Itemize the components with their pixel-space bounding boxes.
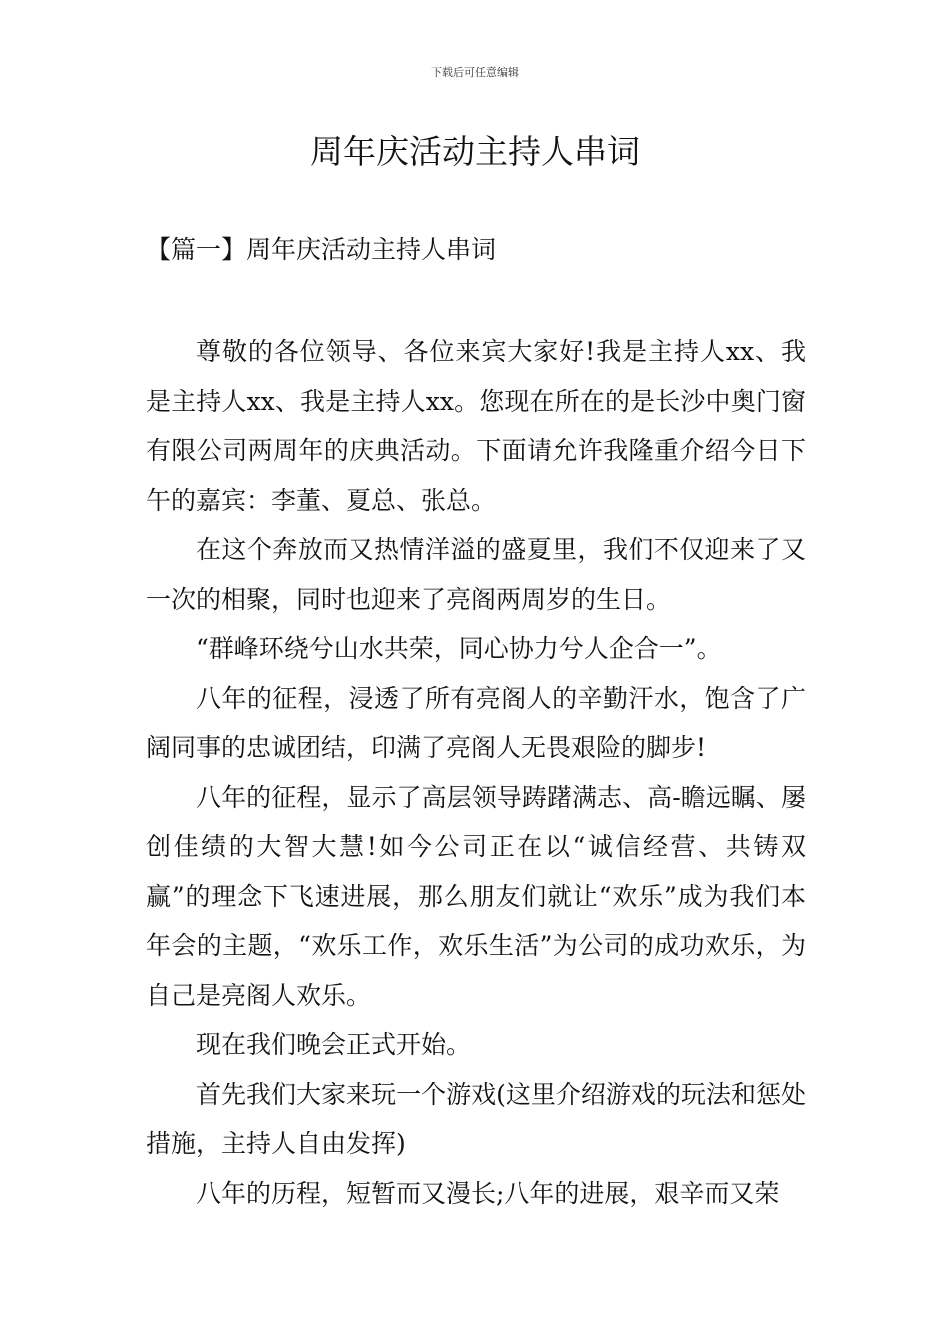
document-title: 周年庆活动主持人串词 (310, 132, 640, 171)
paragraph: 八年的征程，显示了高层领导踌躇满志、高-瞻远瞩、屡创佳绩的大智大慧!如今公司正在以“诚信经营、共铸双赢”的理念下飞速进展，那么朋友们就让“欢乐”成为我们本年会的主题，“欢乐工作，欢乐生活”为公司的成功欢乐，为自己是亮阁人欢乐。 (146, 782, 806, 1010)
body-text (146, 327, 806, 1218)
paragraph: 八年的历程，短暂而又漫长;八年的进展，艰辛而又荣 (196, 1178, 780, 1208)
paragraph: 在这个奔放而又热情洋溢的盛夏里，我们不仅迎来了又一次的相聚，同时也迎来了亮阁两周岁的生日。 (146, 535, 806, 614)
section-heading: 【篇一】周年庆活动主持人串词 (146, 235, 497, 264)
paragraph: “群峰环绕兮山水共荣，同心协力兮人企合一”。 (196, 634, 722, 663)
paragraph: 尊敬的各位领导、各位来宾大家好!我是主持人xx、我是主持人xx、我是主持人xx。您现在所在的是长沙中奥门窗有限公司两周年的庆典活动。下面请允许我隆重介绍今日下午的嘉宾：李董、夏总、张总。 (146, 337, 806, 515)
header-note: 下载后可任意编辑 (431, 66, 519, 79)
paragraph: 现在我们晚会正式开始。 (196, 1030, 472, 1059)
paragraph: 八年的征程，浸透了所有亮阁人的辛勤汗水，饱含了广阔同事的忠诚团结，印满了亮阁人无畏艰险的脚步! (146, 683, 806, 762)
paragraph: 首先我们大家来玩一个游戏(这里介绍游戏的玩法和惩处措施，主持人自由发挥) (146, 1079, 806, 1158)
